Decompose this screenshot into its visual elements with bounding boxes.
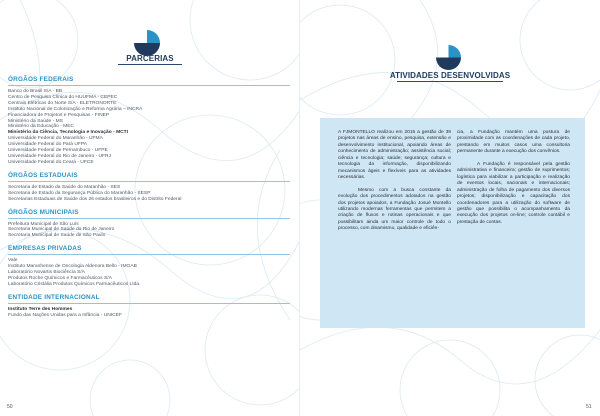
category-divider bbox=[8, 218, 290, 219]
category-heading: ÓRGÃOS MUNICIPAIS bbox=[8, 208, 79, 216]
paragraph: cia, a Fundação mantém uma postura de proximidade com as coordenações de cada projeto, prestando em muitos casos uma consultoria permanente durante a execução dos convênios. bbox=[457, 130, 570, 155]
partners-list bbox=[8, 76, 293, 325]
partner-entry: Laboratório Cristália Produtos Químicos Farmacêuticos Ltda. bbox=[8, 281, 141, 287]
partner-entry: Centrais Elétricas do Norte S/A - ELETRONORTE bbox=[8, 100, 117, 106]
partner-entry: Secretarias Estaduais de Saúde dos 26 estados brasileiros e do Distrito Federal bbox=[8, 196, 182, 202]
partner-category bbox=[8, 209, 293, 240]
partner-entry: Laboratório Novartis Biociência S/A bbox=[8, 270, 85, 276]
partner-entry: Universidade Federal do Ceará - UFCE bbox=[8, 159, 94, 165]
partner-entry: Produtos Roche Químicos e Farmacêuticos S/A bbox=[8, 275, 112, 281]
activities-text-box bbox=[320, 118, 585, 328]
partner-entry: Secretaria Municipal de Saúde do Rio de Janeiro bbox=[8, 227, 115, 233]
partner-entry: Ministério da Ciência, Tecnologia e Inovação - MCTI bbox=[8, 130, 129, 136]
partner-category bbox=[8, 245, 293, 288]
partner-entry: Universidade Federal do Maranhão - UFMA bbox=[8, 136, 103, 142]
text-column-1 bbox=[338, 130, 451, 239]
page-number-left: 50 bbox=[7, 404, 13, 410]
partner-entry: Fundo das Nações Unidas para a Infância - UNICEF bbox=[8, 312, 122, 318]
partner-entry: Instituto Nacional de Colonização e Reforma Agrária – INCRA bbox=[8, 106, 143, 112]
paragraph: A FJMONTELLO realizou em 2015 a gestão de 39 projetos nas áreas de ensino, pesquisa, extensão e desenvolvimento institucional, apoiando áreas de conhecimento de administração; assistência social; ciência e tecnologia; saúde; segurança; cultura e tecnologia da informação, disponibilizando mecanismos ágeis e flexíveis para as atividades necessárias. bbox=[338, 130, 451, 181]
partner-entry: Universidade Federal do Rio de Janeiro - UFRJ bbox=[8, 153, 112, 159]
paragraph: A Fundação é responsável pela gestão administrativa e financeira; gestão de suprimentos; logística para viabilizar a participação e realização de eventos locais, nacionais e internacionais; administração de folha de pagamento dos diversos projetos; disponibilização e capacitação dos coordenadores para a utilização do software de gestão que possibilita o acompanhamento da execução dos projetos on-line; controle contábil e prestação de contas. bbox=[457, 161, 570, 225]
section-title-atividades: ATIVIDADES DESENVOLVIDAS bbox=[389, 71, 511, 80]
section-title-parcerias: PARCERIAS bbox=[126, 54, 174, 63]
category-divider bbox=[8, 254, 290, 255]
category-heading: EMPRESAS PRIVADAS bbox=[8, 245, 82, 253]
partner-entry: Universidade Federal do Pará UFPA bbox=[8, 142, 88, 148]
category-heading: ENTIDADE INTERNACIONAL bbox=[8, 293, 100, 301]
partner-entry: Prefeitura Municipal de São Luís bbox=[8, 221, 79, 227]
partner-category bbox=[8, 294, 293, 319]
title-underline bbox=[118, 64, 182, 65]
partner-category bbox=[8, 172, 293, 203]
partner-entry: Universidade Federal de Pernambuco - UFPE bbox=[8, 148, 108, 154]
quarter-circle-logo-icon bbox=[134, 30, 160, 56]
category-divider bbox=[8, 303, 290, 304]
partner-entry: Ministério da Saúde - MS bbox=[8, 118, 63, 124]
partner-entry: Instituto Terre des Hommes bbox=[8, 306, 73, 312]
category-divider bbox=[8, 85, 290, 86]
paragraph: Mesmo com a busca constante da evolução dos procedimentos adotados na gestão dos projetos apoiados, a Fundação Josué Montello utilizando modernas ferramentas que permitem a criação de fluxos e rotinas operacionais e que possibilitam ainda um maior controle de todo o processo, com dinamismo, qualidade e eficiên- bbox=[338, 187, 451, 232]
partner-entry: Secretaria de Estado da Segurança Pública do Maranhão - SESP bbox=[8, 190, 151, 196]
partner-entry: Ministério da Educação - MEC bbox=[8, 124, 75, 130]
title-underline bbox=[397, 81, 503, 82]
partner-entry: Secretaria Municipal de Saúde de São Paulo bbox=[8, 233, 106, 239]
partner-category bbox=[8, 76, 293, 166]
category-divider bbox=[8, 181, 290, 182]
partner-entry: Centro de Pesquisa Clínica do HUUFMA - CEPEC bbox=[8, 94, 118, 100]
category-heading: ÓRGÃOS FEDERAIS bbox=[8, 76, 74, 83]
partner-entry: Instituto Maranhense de Oncologia Aldenora Bello - IMOAB bbox=[8, 264, 137, 270]
page-number-right: 51 bbox=[586, 404, 592, 410]
text-column-2 bbox=[457, 130, 570, 232]
category-heading: ÓRGÃOS ESTADUAIS bbox=[8, 171, 78, 179]
partner-entry: Secretaria de Estado da Saúde do Maranhão - SES bbox=[8, 184, 121, 190]
partner-entry: Vale bbox=[8, 258, 18, 264]
quarter-circle-logo-icon bbox=[436, 45, 461, 70]
partner-entry: Banco do Brasil S/A - BB bbox=[8, 89, 63, 94]
partner-entry: Financiadora de Projetos e Pesquisas - FINEP bbox=[8, 112, 110, 118]
